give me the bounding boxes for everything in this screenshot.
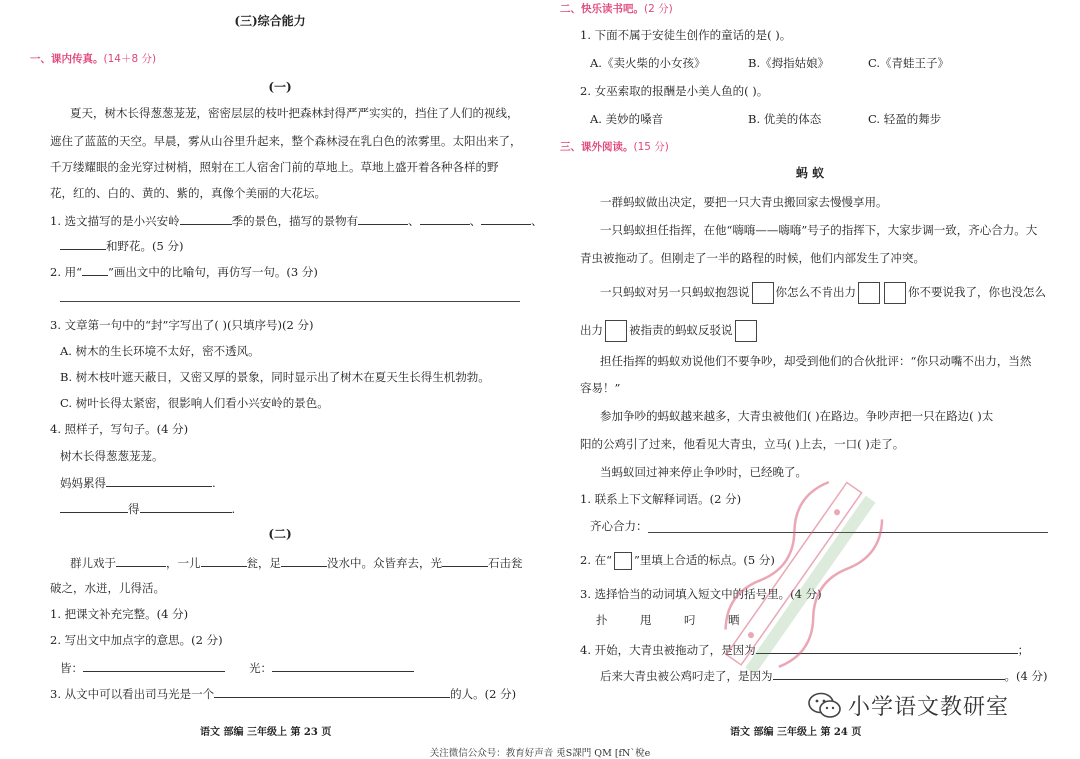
answer-blank[interactable] bbox=[83, 660, 225, 672]
passage2-text: 没水中。众皆弃去，光 bbox=[327, 556, 442, 570]
answer-blank[interactable] bbox=[281, 555, 327, 567]
imitation-line-2: 得 . bbox=[60, 501, 235, 516]
punctuation-box[interactable] bbox=[884, 282, 906, 304]
answer-line[interactable] bbox=[60, 301, 520, 302]
story-question-3: 3. 选择恰当的动词填入短文中的括号里。(4 分) bbox=[580, 587, 822, 601]
story-question-1: 1. 联系上下文解释词语。(2 分) bbox=[580, 492, 742, 506]
passage2-text: 石击瓮 bbox=[488, 556, 523, 570]
option-c[interactable]: C. 轻盈的舞步 bbox=[868, 112, 942, 126]
story-question-4a bbox=[580, 642, 1029, 657]
story-question-4-text: 后来大青虫被公鸡叼走了，是因为 bbox=[600, 669, 773, 683]
verb-choices bbox=[596, 613, 772, 627]
punctuation-box[interactable] bbox=[605, 320, 627, 342]
part2-heading bbox=[560, 2, 673, 16]
page-footer-left: 语文 部编 三年级上 第 23 页 bbox=[200, 727, 332, 738]
sub-heading-1: (一) bbox=[268, 80, 292, 94]
left-page bbox=[0, 0, 543, 745]
p2-question-3 bbox=[50, 686, 516, 701]
part2-heading-label: 二、快乐读书吧。 bbox=[560, 3, 644, 15]
answer-blank[interactable] bbox=[180, 213, 232, 225]
p2-question-1: 1. 把课文补充完整。(4 分) bbox=[50, 607, 189, 621]
question-1-cont bbox=[60, 238, 183, 253]
verb-choice: 晒 bbox=[728, 613, 740, 627]
passage1-line: 夏天，树木长得葱葱茏茏，密密层层的枝叶把森林封得严严实实的，挡住了人们的视线， bbox=[70, 106, 519, 120]
part3-points: (15 分) bbox=[633, 141, 669, 153]
story-line: 参加争吵的蚂蚁越来越多，大青虫被他们( )在路边。争吵声把一只在路边( )太 bbox=[600, 409, 994, 423]
part3-heading-label: 三、课外阅读。 bbox=[560, 141, 634, 153]
example-sentence: 树木长得葱葱茏茏。 bbox=[60, 449, 164, 463]
question-1-text-a: 1. 选文描写的是小兴安岭 bbox=[50, 214, 180, 228]
reading-question-2: 2. 女巫索取的报酬是小美人鱼的( )。 bbox=[580, 84, 769, 98]
story-question-1-answer bbox=[590, 519, 648, 533]
reading-question-1: 1. 下面不属于安徒生创作的童话的是( )。 bbox=[580, 28, 792, 42]
question-1-text-b: 季的景色，描写的景物有 bbox=[231, 214, 359, 228]
answer-blank[interactable] bbox=[756, 642, 1018, 654]
separator: 、 bbox=[408, 214, 420, 228]
answer-blank[interactable] bbox=[272, 660, 414, 672]
question-1-text-c: 和野花。(5 分) bbox=[106, 239, 184, 253]
verb-choice: 甩 bbox=[640, 613, 652, 627]
answer-blank[interactable] bbox=[442, 555, 488, 567]
imitation-text: 妈妈累得 bbox=[60, 476, 106, 490]
question-4: 4. 照样子，写句子。(4 分) bbox=[50, 422, 189, 436]
wechat-watermark bbox=[808, 690, 1009, 721]
separator: 、 bbox=[469, 214, 482, 228]
story-text: 你怎么不肯出力 bbox=[775, 285, 856, 299]
question-2-text-b: ”画出文中的比喻句，再仿写一句。(3 分) bbox=[108, 265, 318, 279]
story-line: 青虫被拖动了。但刚走了一半的路程的时候，他们内部发生了冲突。 bbox=[580, 251, 925, 265]
story-line: 当蚂蚁回过神来停止争吵时，已经晚了。 bbox=[600, 465, 807, 479]
story-question-4-text: 。(4 分) bbox=[1004, 669, 1048, 683]
wechat-icon bbox=[808, 692, 842, 720]
option-a[interactable]: A. 美妙的嗓音 bbox=[590, 112, 664, 126]
question-2-text-a: 2. 用“ bbox=[50, 265, 83, 279]
answer-blank[interactable] bbox=[60, 238, 106, 250]
story-question-4-text: ； bbox=[1017, 643, 1030, 657]
option-c[interactable]: C.《青蛙王子》 bbox=[868, 56, 950, 70]
right-page bbox=[560, 0, 1080, 745]
story-text: 被指责的蚂蚁反驳说 bbox=[629, 323, 733, 337]
answer-blank[interactable] bbox=[420, 213, 470, 225]
story-line: 阳的公鸡引了过来，他看见大青虫，立马( )上去，一口( )走了。 bbox=[580, 437, 905, 451]
answer-blank[interactable] bbox=[106, 475, 212, 487]
p2-question-2: 2. 写出文中加点字的意思。(2 分) bbox=[50, 633, 223, 647]
answer-blank[interactable] bbox=[60, 501, 128, 513]
part2-points: (2 分) bbox=[644, 3, 673, 15]
p2-question-3-text: 的人。(2 分) bbox=[450, 687, 517, 701]
part1-heading bbox=[30, 52, 156, 66]
story-text: 一只蚂蚁对另一只蚂蚁抱怨说 bbox=[600, 285, 750, 299]
passage1-line: 遮住了蓝蓝的天空。早晨，雾从山谷里升起来，整个森林浸在乳白色的浓雾里。太阳出来了， bbox=[50, 134, 522, 148]
punctuation-box[interactable] bbox=[752, 282, 774, 304]
punctuation-box[interactable] bbox=[858, 282, 880, 304]
option-b[interactable]: B. 优美的体态 bbox=[748, 112, 822, 126]
story-text: 出力 bbox=[580, 323, 603, 337]
word-label: 光： bbox=[249, 661, 272, 675]
question-2 bbox=[50, 264, 318, 279]
passage2-line bbox=[70, 555, 523, 570]
bottom-footer: 关注微信公众号：教育好声音 兎S課門 QM [fN`梲e bbox=[429, 748, 651, 759]
answer-blank[interactable] bbox=[201, 555, 247, 567]
question-3: 3. 文章第一句中的“封”字写出了( )(只填序号)(2 分) bbox=[50, 318, 314, 332]
question-1 bbox=[50, 213, 543, 228]
punctuation-box[interactable] bbox=[735, 320, 757, 342]
answer-blank[interactable] bbox=[773, 668, 1005, 680]
answer-blank[interactable] bbox=[116, 555, 166, 567]
option-a[interactable]: A.《卖火柴的小女孩》 bbox=[590, 56, 706, 70]
story-question-2-text: ”里填上合适的标点。(5 分) bbox=[634, 553, 775, 567]
story-question-2 bbox=[580, 552, 775, 570]
story-line: 一群蚂蚁做出决定，要把一只大青虫搬回家去慢慢享用。 bbox=[600, 195, 888, 209]
story-dialogue-line bbox=[580, 320, 759, 342]
page-footer-right: 语文 部编 三年级上 第 24 页 bbox=[730, 727, 862, 738]
story-question-4b bbox=[600, 668, 1047, 683]
story-dialogue-line bbox=[600, 282, 1046, 304]
sub-heading-2: (二) bbox=[268, 527, 292, 541]
story-line: 担任指挥的蚂蚁劝说他们不要争吵，却受到他们的合伙批评：“你只动嘴不出力，当然 bbox=[600, 354, 1032, 368]
answer-blank[interactable] bbox=[214, 686, 450, 698]
option-b[interactable]: B. 树木枝叶遮天蔽日，又密又厚的景象，同时显示出了树木在夏天生长得生机勃勃。 bbox=[60, 370, 490, 384]
answer-blank[interactable] bbox=[140, 501, 232, 513]
verb-choice: 叼 bbox=[684, 613, 696, 627]
passage1-line: 千万缕耀眼的金光穿过树梢，照射在工人宿舍门前的草地上。草地上盛开着各种各样的野 bbox=[50, 160, 499, 174]
passage2-text: 瓮，足 bbox=[246, 556, 281, 570]
passage1-line: 花，红的、白的、黄的、紫的，真像个美丽的大花坛。 bbox=[50, 186, 326, 200]
story-text: 你不要说我了，你也没怎么 bbox=[908, 285, 1046, 299]
separator: 、 bbox=[531, 214, 543, 228]
story-question-4-text: 4. 开始，大青虫被拖动了，是因为 bbox=[580, 643, 756, 657]
story-question-2-text: 2. 在“ bbox=[580, 553, 613, 567]
p2-question-3-text: 3. 从文中可以看出司马光是一个 bbox=[50, 687, 215, 701]
story-line: 一只蚂蚁担任指挥，在他“嗨嗨——嗨嗨”号子的指挥下，大家步调一致，齐心合力。大 bbox=[600, 223, 1038, 237]
punctuation-box-sample bbox=[614, 552, 632, 570]
answer-blank[interactable] bbox=[358, 213, 408, 225]
part1-points: (14＋8 分) bbox=[103, 53, 157, 65]
passage2-text: 群儿戏于 bbox=[70, 556, 116, 570]
story-line: 容易！” bbox=[580, 381, 621, 395]
underline-sample bbox=[82, 264, 108, 276]
wechat-account-name: 小学语文教研室 bbox=[848, 695, 1010, 720]
option-b[interactable]: B.《拇指姑娘》 bbox=[748, 56, 830, 70]
answer-blank[interactable] bbox=[481, 213, 531, 225]
part1-heading-label: 一、课内传真。 bbox=[30, 53, 104, 65]
option-c[interactable]: C. 树叶长得太紧密，很影响人们看小兴安岭的景色。 bbox=[60, 396, 329, 410]
option-a[interactable]: A. 树木的生长环境不太好，密不透风。 bbox=[60, 344, 260, 358]
imitation-text: 得 bbox=[128, 502, 140, 516]
story-title: 蚂 蚁 bbox=[795, 166, 825, 180]
passage2-text: ，一儿 bbox=[166, 556, 201, 570]
verb-choice: 扑 bbox=[596, 613, 608, 627]
passage2-line: 破之，水迸，儿得活。 bbox=[50, 581, 165, 595]
part3-heading bbox=[560, 140, 669, 154]
p2-question-2-answers bbox=[60, 660, 414, 675]
word-label: 皆： bbox=[60, 661, 83, 675]
section-title: (三)综合能力 bbox=[234, 14, 306, 28]
answer-line[interactable] bbox=[648, 532, 1048, 533]
word-label: 齐心合力： bbox=[590, 519, 648, 533]
imitation-line-1: 妈妈累得 . bbox=[60, 476, 216, 490]
